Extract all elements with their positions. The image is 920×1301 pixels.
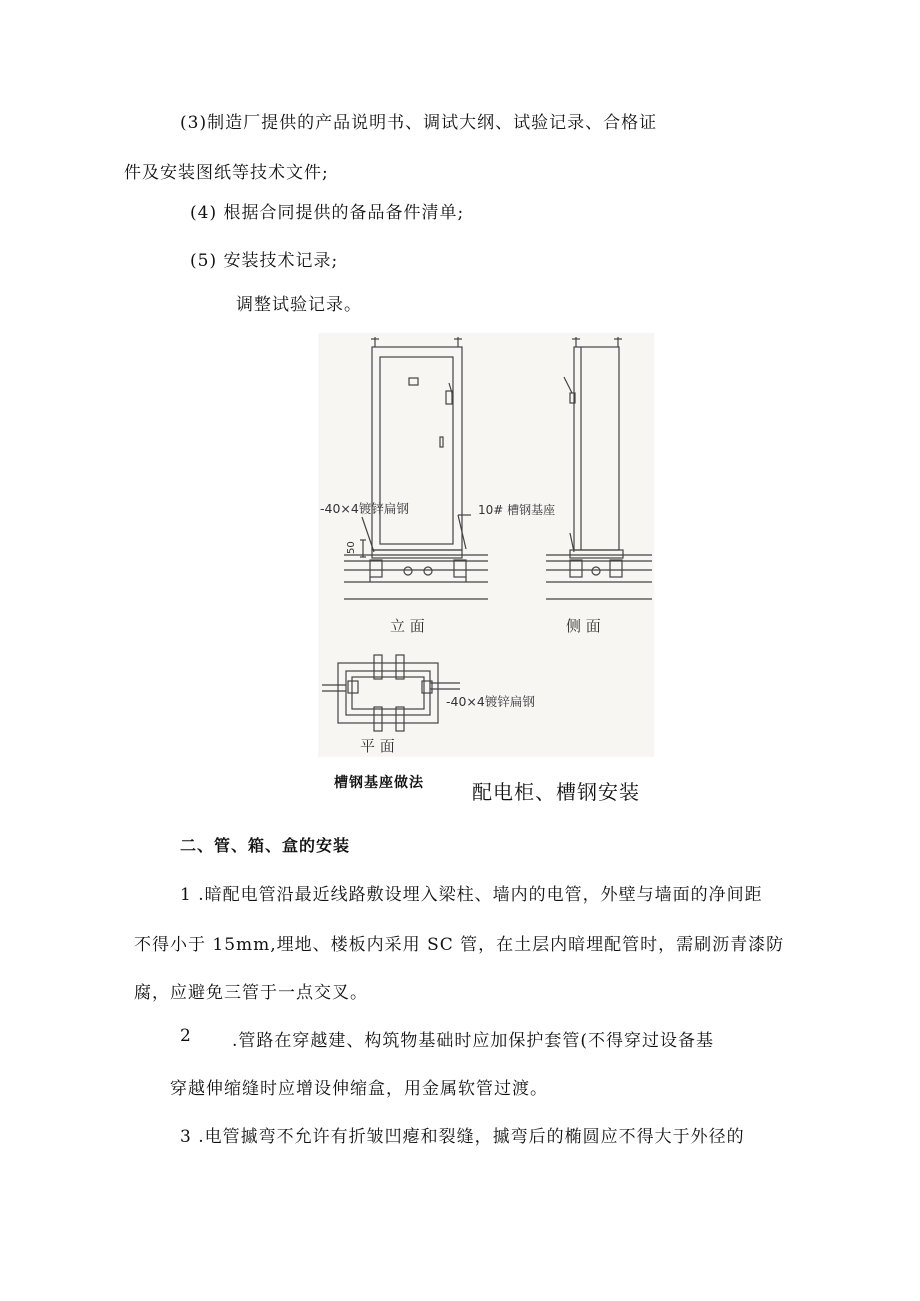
label-flat-steel-plan: -40×4镀锌扁钢 (446, 694, 535, 709)
paragraph-3-line-1: 3 .电管摵弯不允许有折皱凹瘪和裂缝，摵弯后的椭圆应不得大于外径的 (180, 1127, 745, 1147)
label-elevation: 立 面 (390, 617, 425, 635)
section-heading: 二、管、箱、盒的安装 (180, 836, 351, 855)
paragraph-1-line-3: 腐，应避免三管于一点交叉。 (134, 983, 368, 1003)
caption-small: 槽钢基座做法 (334, 775, 424, 791)
item-3-line-2: 件及安装图纸等技术文件; (124, 163, 329, 183)
paragraph-1-line-1: 1 .暗配电管沿最近线路敷设埋入梁柱、墙内的电管，外壁与墙面的净间距 (180, 885, 763, 905)
plan-view-drawing (322, 655, 460, 731)
label-flat-steel-left: -40×4镀锌扁钢 (320, 501, 409, 516)
item-5: (5) 安装技术记录; (190, 251, 339, 271)
paragraph-2-number: 2 (180, 1026, 192, 1046)
label-channel-base: 10# 槽钢基座 (478, 503, 556, 517)
label-plan: 平 面 (360, 737, 395, 755)
caption-large: 配电柜、槽钢安装 (472, 780, 640, 804)
paragraph-1-line-2: 不得小于 15mm,埋地、楼板内采用 SC 管，在土层内暗埋配管时，需刷沥青漆防 (134, 935, 785, 955)
cabinet-channel-base-figure (318, 333, 654, 757)
paragraph-2-line-2: 穿越伸缩缝时应增设伸缩盒，用金属软管过渡。 (170, 1079, 548, 1099)
item-6: 调整试验记录。 (236, 295, 362, 315)
paragraph-2-line-1: .管路在穿越建、构筑物基础时应加保护套管(不得穿过设备基 (232, 1031, 715, 1051)
item-3-line-1: (3)制造厂提供的产品说明书、调试大纲、试验记录、合格证 (180, 113, 658, 133)
side-cabinet-drawing (546, 337, 652, 599)
front-cabinet-drawing (344, 337, 488, 599)
label-side: 侧 面 (566, 617, 601, 635)
label-dimension-50: 50 (346, 541, 357, 554)
item-4: (4) 根据合同提供的备品备件清单; (190, 203, 465, 223)
